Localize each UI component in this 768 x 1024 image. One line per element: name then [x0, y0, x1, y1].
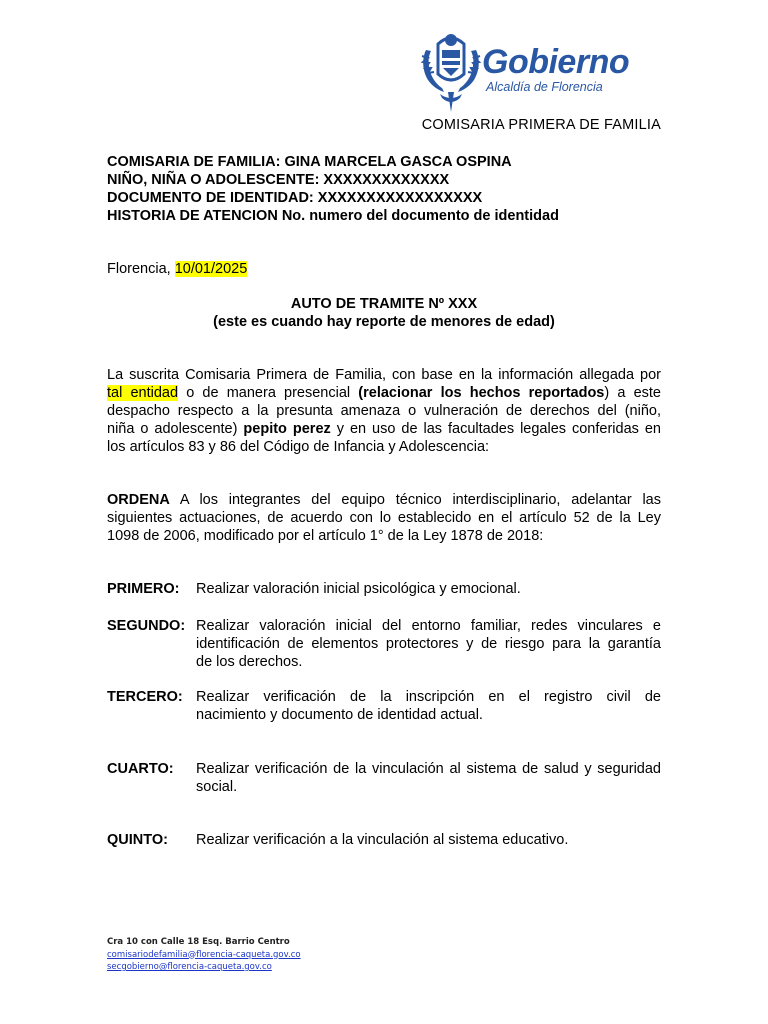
intro-child-name: pepito perez: [243, 421, 331, 437]
order-item-line: Realizar verificación de la inscripción en el registro civil de: [196, 689, 661, 705]
order-item-line: de los derechos.: [196, 654, 303, 670]
dateline: [107, 260, 247, 278]
dateline-city: Florencia,: [107, 261, 175, 277]
footer-email-link[interactable]: comisariodefamilia@florencia-caqueta.gov.co: [107, 949, 301, 960]
intro-entity: tal entidad: [107, 385, 179, 401]
intro-text: y en uso de las facultades legales conferidas en: [330, 421, 661, 437]
order-item-line: Realizar verificación a la vinculación al sistema educativo.: [196, 832, 569, 848]
case-history: HISTORIA DE ATENCION No. numero del documento de identidad: [107, 208, 559, 224]
order-item-text: [196, 760, 661, 796]
order-text: A los integrantes del equipo técnico interdisciplinario, adelantar las: [169, 492, 661, 508]
order-item-line: identificación de elementos protectores y de riesgo para la garantía: [196, 636, 661, 652]
intro-text: o de manera presencial: [178, 385, 359, 401]
order-item-line: Realizar verificación de la vinculación al sistema de salud y seguridad: [196, 761, 661, 777]
order-item-line: Realizar valoración inicial psicológica y emocional.: [196, 581, 521, 597]
order-item-text: [196, 580, 661, 598]
intro-line: La suscrita Comisaria Primera de Familia, con base en la información allegada por: [107, 367, 661, 383]
coat-of-arms-icon: [418, 30, 484, 114]
title-main: AUTO DE TRAMITE Nº XXX: [290, 296, 478, 312]
logo-subtitle: Alcaldía de Florencia: [486, 80, 603, 94]
order-item-label: QUINTO:: [107, 832, 168, 848]
case-header: [107, 153, 667, 225]
case-child: NIÑO, NIÑA O ADOLESCENTE: XXXXXXXXXXXXX: [107, 172, 450, 188]
case-commissioner: COMISARIA DE FAMILIA: GINA MARCELA GASCA OSPINA: [107, 154, 512, 170]
intro-text: niña o adolescente): [107, 421, 244, 437]
order-keyword: ORDENA: [107, 492, 170, 508]
order-item-label: CUARTO:: [107, 761, 174, 777]
logo-wordmark: Gobierno: [482, 43, 630, 81]
document-title: [107, 295, 661, 331]
dateline-date: 10/01/2025: [174, 261, 248, 277]
order-item-line: nacimiento y documento de identidad actual.: [196, 707, 483, 723]
gobierno-logo: [418, 30, 678, 114]
order-item-label: PRIMERO:: [107, 581, 180, 597]
order-item-label: SEGUNDO:: [107, 618, 186, 634]
footer-email-link[interactable]: secgobierno@florencia-caqueta.gov.co: [107, 962, 272, 972]
order-item-line: Realizar valoración inicial del entorno familiar, redes vinculares e: [196, 618, 661, 634]
footer-address: Cra 10 con Calle 18 Esq. Barrio Centro: [107, 937, 290, 947]
title-note: (este es cuando hay reporte de menores de edad): [213, 314, 555, 330]
office-name: COMISARIA PRIMERA DE FAMILIA: [421, 117, 661, 133]
order-item-line: social.: [196, 779, 238, 795]
order-line: 1098 de 2006, modificado por el artículo 1° de la Ley 1878 de 2018:: [107, 528, 544, 544]
intro-line: los artículos 83 y 86 del Código de Infancia y Adolescencia:: [107, 439, 490, 455]
order-item-text: [196, 831, 661, 849]
case-document: DOCUMENTO DE IDENTIDAD: XXXXXXXXXXXXXXXXX: [107, 190, 483, 206]
order-item-text: [196, 688, 661, 724]
footer: [107, 936, 382, 974]
order-line: [107, 491, 661, 509]
order-paragraph: [107, 491, 661, 545]
intro-line: despacho respecto a la presunta amenaza o vulneración de derechos del (niño,: [107, 403, 661, 419]
intro-text: ) a este: [604, 385, 661, 401]
intro-line: [107, 420, 661, 438]
order-item-text: [196, 617, 661, 671]
intro-line: [107, 384, 661, 402]
intro-paragraph: [107, 366, 661, 456]
order-line: siguientes actuaciones, de acuerdo con lo establecido en el artículo 52 de la Ley: [107, 510, 661, 526]
intro-facts: (relacionar los hechos reportados: [358, 385, 605, 401]
order-item-label: TERCERO:: [107, 689, 183, 705]
